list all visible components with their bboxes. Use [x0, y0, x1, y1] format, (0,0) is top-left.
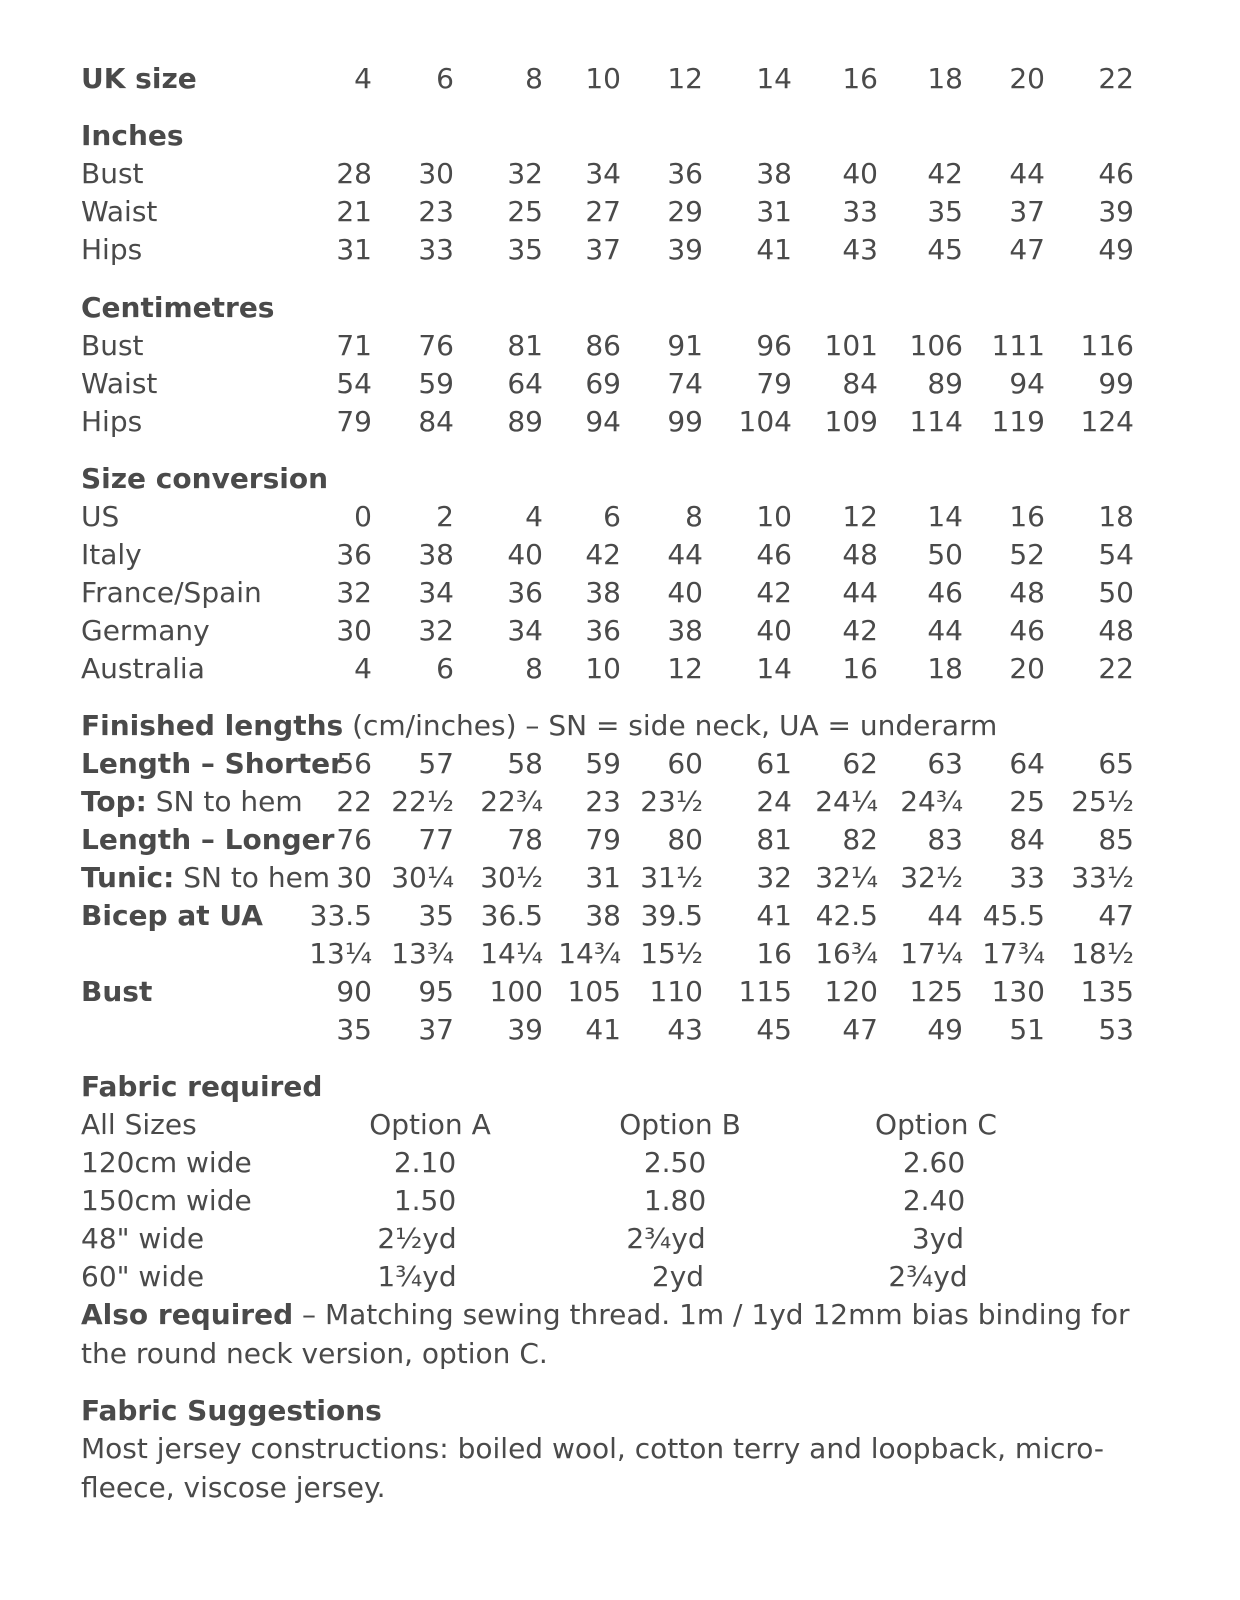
value-cell: 18 — [1098, 500, 1134, 533]
value-cell: 33.5 — [309, 899, 372, 932]
value-cell: 13¾ — [391, 937, 454, 970]
value-cell: 115 — [738, 975, 792, 1008]
value-cell: 64 — [1009, 747, 1045, 780]
finished-lengths-title-rest: (cm/inches) – SN = side neck, UA = underarm — [343, 709, 998, 742]
value-cell: 63 — [927, 747, 963, 780]
value-cell: 25 — [507, 195, 543, 228]
length-shorter-row — [0, 745, 1240, 783]
inches-heading: Inches — [81, 119, 184, 152]
value-cell: 48 — [842, 538, 878, 571]
value-cell: 39 — [507, 1013, 543, 1046]
value-cell: 45.5 — [982, 899, 1045, 932]
row-label — [81, 745, 344, 783]
value-cell: 57 — [418, 747, 454, 780]
fabric-120cm-row — [0, 1144, 1240, 1182]
value-cell: 10 — [756, 500, 792, 533]
conversion-us-row — [0, 498, 1240, 536]
size-cell: 8 — [525, 62, 543, 95]
value-cell: 38 — [585, 899, 621, 932]
value-cell: 95 — [418, 975, 454, 1008]
value-cell: 40 — [507, 538, 543, 571]
size-cell: 20 — [1009, 62, 1045, 95]
value-cell: 38 — [667, 614, 703, 647]
value-cell: 42 — [756, 576, 792, 609]
value-cell: 84 — [842, 367, 878, 400]
centimetres-heading: Centimetres — [81, 291, 275, 324]
value-cell: 17¼ — [900, 937, 963, 970]
value-cell: 59 — [418, 367, 454, 400]
value-cell: 21 — [336, 195, 372, 228]
conversion-france-spain-row — [0, 574, 1240, 612]
uk-size-label: UK size — [81, 62, 197, 95]
row-label: Waist — [81, 195, 158, 228]
value-cell: 84 — [418, 405, 454, 438]
value-cell: 24 — [756, 785, 792, 818]
value-cell: 109 — [824, 405, 878, 438]
value-cell: 94 — [1009, 367, 1045, 400]
row-label: Germany — [81, 614, 210, 647]
value-cell: 46 — [1009, 614, 1045, 647]
row-label-bold: Length – Longer — [81, 823, 335, 856]
value-cell: 119 — [991, 405, 1045, 438]
value-cell: 35 — [336, 1013, 372, 1046]
value-cell: 79 — [336, 405, 372, 438]
tunic-sn-to-hem-row — [0, 859, 1240, 897]
value-cell: 22½ — [391, 785, 454, 818]
finished-lengths-heading — [0, 707, 1240, 745]
value-cell: 33 — [418, 233, 454, 266]
value-cell: 2yd — [651, 1260, 705, 1293]
finished-lengths-title — [81, 707, 997, 745]
row-label — [81, 821, 334, 859]
value-cell: 8 — [685, 500, 703, 533]
row-label: US — [81, 500, 120, 533]
value-cell: 32¼ — [815, 861, 878, 894]
value-cell: 29 — [667, 195, 703, 228]
value-cell: 125 — [909, 975, 963, 1008]
finished-lengths-title-bold: Finished lengths — [81, 709, 344, 742]
value-cell: 83 — [927, 823, 963, 856]
value-cell: 106 — [909, 329, 963, 362]
value-cell: 31 — [585, 861, 621, 894]
row-label: 120cm wide — [81, 1146, 252, 1179]
row-label: Hips — [81, 233, 143, 266]
value-cell: 35 — [927, 195, 963, 228]
option-b-header: Option B — [619, 1108, 741, 1141]
value-cell: 34 — [418, 576, 454, 609]
value-cell: 16¾ — [815, 937, 878, 970]
value-cell: 47 — [1009, 233, 1045, 266]
conversion-australia-row — [0, 650, 1240, 688]
row-label-bold: Length – Shorter — [81, 747, 344, 780]
value-cell: 39.5 — [640, 899, 703, 932]
inches-waist-row — [0, 193, 1240, 231]
row-label: Australia — [81, 652, 205, 685]
value-cell: 2½yd — [377, 1222, 457, 1255]
value-cell: 59 — [585, 747, 621, 780]
row-label-bold: Bicep at UA — [81, 899, 263, 932]
value-cell: 54 — [1098, 538, 1134, 571]
value-cell: 4 — [525, 500, 543, 533]
value-cell: 41 — [585, 1013, 621, 1046]
fabric-required-heading: Fabric required — [81, 1070, 323, 1103]
value-cell: 85 — [1098, 823, 1134, 856]
value-cell: 6 — [436, 652, 454, 685]
value-cell: 116 — [1080, 329, 1134, 362]
value-cell: 89 — [507, 405, 543, 438]
value-cell: 79 — [585, 823, 621, 856]
row-label-bold: Tunic: — [81, 861, 175, 894]
value-cell: 10 — [585, 652, 621, 685]
value-cell: 33 — [1009, 861, 1045, 894]
value-cell: 30 — [418, 157, 454, 190]
value-cell: 50 — [927, 538, 963, 571]
value-cell: 99 — [1098, 367, 1134, 400]
value-cell: 38 — [418, 538, 454, 571]
value-cell: 1¾yd — [377, 1260, 457, 1293]
fabric-suggestions-text: Most jersey constructions: boiled wool, cotton terry and loopback, micro-fleece, viscose jersey. — [81, 1432, 1105, 1504]
row-label-bold: Top: — [81, 785, 147, 818]
value-cell: 36 — [667, 157, 703, 190]
value-cell: 42 — [842, 614, 878, 647]
value-cell: 32 — [418, 614, 454, 647]
value-cell: 44 — [842, 576, 878, 609]
value-cell: 84 — [1009, 823, 1045, 856]
value-cell: 37 — [585, 233, 621, 266]
value-cell: 14 — [927, 500, 963, 533]
value-cell: 34 — [507, 614, 543, 647]
value-cell: 96 — [756, 329, 792, 362]
value-cell: 25½ — [1071, 785, 1134, 818]
value-cell: 104 — [738, 405, 792, 438]
value-cell: 20 — [1009, 652, 1045, 685]
value-cell: 48 — [1098, 614, 1134, 647]
row-label: 60" wide — [81, 1260, 205, 1293]
value-cell: 39 — [1098, 195, 1134, 228]
value-cell: 28 — [336, 157, 372, 190]
value-cell: 16 — [756, 937, 792, 970]
row-label: France/Spain — [81, 576, 262, 609]
size-cell: 6 — [436, 62, 454, 95]
value-cell: 90 — [336, 975, 372, 1008]
value-cell: 32½ — [900, 861, 963, 894]
value-cell: 2¾yd — [626, 1222, 706, 1255]
inches-hips-row — [0, 231, 1240, 269]
value-cell: 33½ — [1071, 861, 1134, 894]
size-cell: 14 — [756, 62, 792, 95]
size-cell: 18 — [927, 62, 963, 95]
value-cell: 47 — [1098, 899, 1134, 932]
length-longer-row — [0, 821, 1240, 859]
bicep-cm-row — [0, 897, 1240, 935]
value-cell: 120 — [824, 975, 878, 1008]
value-cell: 46 — [1098, 157, 1134, 190]
value-cell: 2.10 — [393, 1146, 457, 1179]
value-cell: 94 — [585, 405, 621, 438]
value-cell: 48 — [1009, 576, 1045, 609]
value-cell: 32 — [507, 157, 543, 190]
value-cell: 32 — [756, 861, 792, 894]
value-cell: 31½ — [640, 861, 703, 894]
value-cell: 46 — [756, 538, 792, 571]
value-cell: 101 — [824, 329, 878, 362]
row-label-bold: Bust — [81, 975, 153, 1008]
fabric-suggestions-heading: Fabric Suggestions — [81, 1394, 382, 1427]
value-cell: 30 — [336, 861, 372, 894]
value-cell: 47 — [842, 1013, 878, 1046]
value-cell: 2¾yd — [888, 1260, 968, 1293]
value-cell: 14 — [756, 652, 792, 685]
row-label-rest: SN to hem — [146, 785, 303, 818]
value-cell: 1.80 — [643, 1184, 707, 1217]
value-cell: 71 — [336, 329, 372, 362]
value-cell: 14¼ — [480, 937, 543, 970]
value-cell: 40 — [756, 614, 792, 647]
value-cell: 36 — [336, 538, 372, 571]
size-cell: 22 — [1098, 62, 1134, 95]
value-cell: 49 — [927, 1013, 963, 1046]
value-cell: 41 — [756, 899, 792, 932]
value-cell: 2.60 — [902, 1146, 966, 1179]
value-cell: 124 — [1080, 405, 1134, 438]
value-cell: 43 — [667, 1013, 703, 1046]
also-required-note — [81, 1296, 1161, 1373]
value-cell: 78 — [507, 823, 543, 856]
also-required-label: Also required — [81, 1298, 294, 1331]
row-label: Bust — [81, 157, 144, 190]
value-cell: 51 — [1009, 1013, 1045, 1046]
value-cell: 3yd — [911, 1222, 965, 1255]
value-cell: 24¼ — [815, 785, 878, 818]
row-label: Waist — [81, 367, 158, 400]
option-a-header: Option A — [369, 1108, 491, 1141]
value-cell: 60 — [667, 747, 703, 780]
value-cell: 23½ — [640, 785, 703, 818]
value-cell: 82 — [842, 823, 878, 856]
fabric-options-header — [0, 1106, 1240, 1144]
value-cell: 8 — [525, 652, 543, 685]
value-cell: 80 — [667, 823, 703, 856]
value-cell: 12 — [842, 500, 878, 533]
value-cell: 89 — [927, 367, 963, 400]
value-cell: 52 — [1009, 538, 1045, 571]
uk-size-row — [0, 60, 1240, 98]
value-cell: 42 — [927, 157, 963, 190]
row-label: 48" wide — [81, 1222, 205, 1255]
fabric-60in-row — [0, 1258, 1240, 1296]
conversion-italy-row — [0, 536, 1240, 574]
top-sn-to-hem-row — [0, 783, 1240, 821]
all-sizes-label: All Sizes — [81, 1108, 197, 1141]
option-c-header: Option C — [875, 1108, 997, 1141]
row-label — [81, 973, 152, 1011]
value-cell: 130 — [991, 975, 1045, 1008]
value-cell: 65 — [1098, 747, 1134, 780]
value-cell: 6 — [603, 500, 621, 533]
value-cell: 41 — [756, 233, 792, 266]
value-cell: 110 — [649, 975, 703, 1008]
value-cell: 77 — [418, 823, 454, 856]
value-cell: 81 — [756, 823, 792, 856]
value-cell: 4 — [354, 652, 372, 685]
value-cell: 18½ — [1071, 937, 1134, 970]
value-cell: 35 — [507, 233, 543, 266]
value-cell: 14¾ — [558, 937, 621, 970]
value-cell: 58 — [507, 747, 543, 780]
value-cell: 100 — [489, 975, 543, 1008]
value-cell: 54 — [336, 367, 372, 400]
size-cell: 4 — [354, 62, 372, 95]
value-cell: 2.40 — [902, 1184, 966, 1217]
value-cell: 1.50 — [393, 1184, 457, 1217]
value-cell: 12 — [667, 652, 703, 685]
value-cell: 42.5 — [815, 899, 878, 932]
value-cell: 27 — [585, 195, 621, 228]
inches-bust-row — [0, 155, 1240, 193]
value-cell: 45 — [756, 1013, 792, 1046]
value-cell: 16 — [842, 652, 878, 685]
row-label: Italy — [81, 538, 142, 571]
value-cell: 50 — [1098, 576, 1134, 609]
value-cell: 53 — [1098, 1013, 1134, 1046]
value-cell: 44 — [927, 614, 963, 647]
value-cell: 46 — [927, 576, 963, 609]
value-cell: 69 — [585, 367, 621, 400]
value-cell: 36 — [507, 576, 543, 609]
value-cell: 74 — [667, 367, 703, 400]
fabric-48in-row — [0, 1220, 1240, 1258]
value-cell: 76 — [418, 329, 454, 362]
value-cell: 79 — [756, 367, 792, 400]
value-cell: 2 — [436, 500, 454, 533]
value-cell: 2.50 — [643, 1146, 707, 1179]
size-conversion-heading: Size conversion — [81, 462, 329, 495]
value-cell: 38 — [585, 576, 621, 609]
value-cell: 43 — [842, 233, 878, 266]
also-required-text: – Matching sewing thread. 1m / 1yd 12mm bias binding for the round neck version, option C. — [81, 1298, 1130, 1370]
value-cell: 30 — [336, 614, 372, 647]
value-cell: 49 — [1098, 233, 1134, 266]
value-cell: 22 — [336, 785, 372, 818]
value-cell: 40 — [667, 576, 703, 609]
value-cell: 37 — [418, 1013, 454, 1046]
value-cell: 45 — [927, 233, 963, 266]
value-cell: 22¾ — [480, 785, 543, 818]
value-cell: 30½ — [480, 861, 543, 894]
value-cell: 38 — [756, 157, 792, 190]
value-cell: 99 — [667, 405, 703, 438]
value-cell: 81 — [507, 329, 543, 362]
row-label: Bust — [81, 329, 144, 362]
value-cell: 111 — [991, 329, 1045, 362]
size-cell: 10 — [585, 62, 621, 95]
cm-hips-row — [0, 403, 1240, 441]
value-cell: 61 — [756, 747, 792, 780]
row-label — [81, 783, 303, 821]
finished-bust-inches-row — [0, 1011, 1240, 1049]
row-label — [81, 897, 263, 935]
finished-bust-cm-row — [0, 973, 1240, 1011]
cm-bust-row — [0, 327, 1240, 365]
value-cell: 76 — [336, 823, 372, 856]
value-cell: 23 — [585, 785, 621, 818]
value-cell: 30¼ — [391, 861, 454, 894]
value-cell: 44 — [927, 899, 963, 932]
value-cell: 22 — [1098, 652, 1134, 685]
value-cell: 39 — [667, 233, 703, 266]
value-cell: 13¼ — [309, 937, 372, 970]
conversion-germany-row — [0, 612, 1240, 650]
value-cell: 44 — [1009, 157, 1045, 190]
size-cell: 16 — [842, 62, 878, 95]
value-cell: 33 — [842, 195, 878, 228]
value-cell: 17¾ — [982, 937, 1045, 970]
value-cell: 62 — [842, 747, 878, 780]
value-cell: 40 — [842, 157, 878, 190]
value-cell: 105 — [567, 975, 621, 1008]
size-cell: 12 — [667, 62, 703, 95]
cm-waist-row — [0, 365, 1240, 403]
value-cell: 64 — [507, 367, 543, 400]
value-cell: 32 — [336, 576, 372, 609]
fabric-150cm-row — [0, 1182, 1240, 1220]
value-cell: 91 — [667, 329, 703, 362]
value-cell: 86 — [585, 329, 621, 362]
value-cell: 37 — [1009, 195, 1045, 228]
value-cell: 24¾ — [900, 785, 963, 818]
row-label — [81, 859, 330, 897]
value-cell: 23 — [418, 195, 454, 228]
row-label-rest: SN to hem — [174, 861, 331, 894]
value-cell: 25 — [1009, 785, 1045, 818]
value-cell: 35 — [418, 899, 454, 932]
value-cell: 0 — [354, 500, 372, 533]
value-cell: 16 — [1009, 500, 1045, 533]
row-label: 150cm wide — [81, 1184, 252, 1217]
value-cell: 42 — [585, 538, 621, 571]
value-cell: 56 — [336, 747, 372, 780]
value-cell: 18 — [927, 652, 963, 685]
value-cell: 135 — [1080, 975, 1134, 1008]
value-cell: 34 — [585, 157, 621, 190]
value-cell: 15½ — [640, 937, 703, 970]
value-cell: 31 — [336, 233, 372, 266]
value-cell: 36.5 — [480, 899, 543, 932]
row-label: Hips — [81, 405, 143, 438]
value-cell: 36 — [585, 614, 621, 647]
bicep-inches-row — [0, 935, 1240, 973]
value-cell: 114 — [909, 405, 963, 438]
value-cell: 44 — [667, 538, 703, 571]
value-cell: 31 — [756, 195, 792, 228]
